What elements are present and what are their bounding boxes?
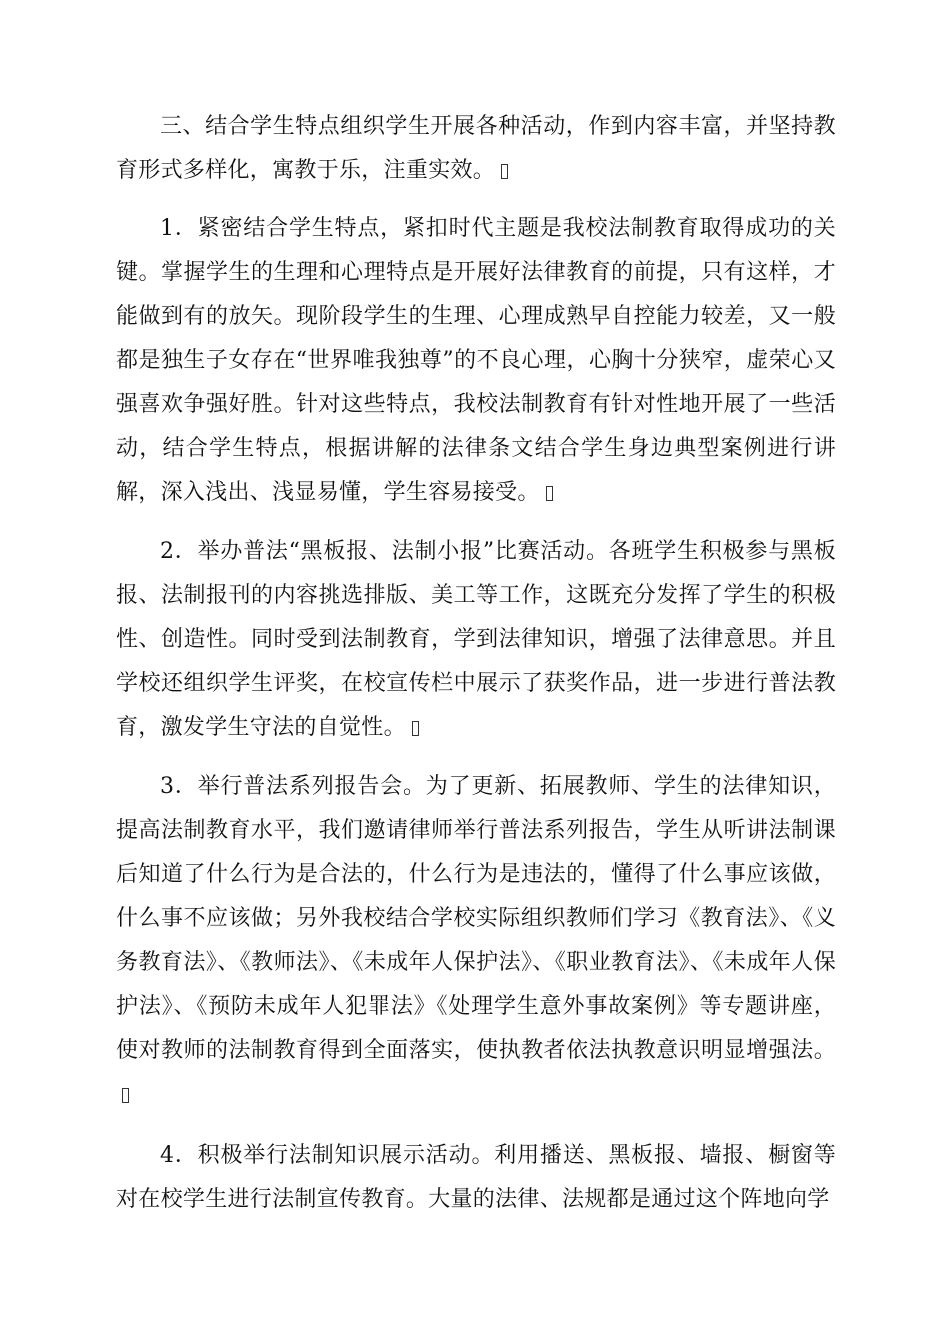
paragraph-mark-icon: [122, 1088, 129, 1103]
paragraph-text: 2．举办普法“黑板报、法制小报”比赛活动。各班学生积极参与黑板报、法制报刊的内容挑选排版、美工等工作，这既充分发挥了学生的积极性、创造性。同时受到法制教育，学到法律知识，增强了法律意思。并且学校还组织学生评奖，在校宣传栏中展示了获奖作品，进一步进行普法教育，激发学生守法的自觉性。: [116, 539, 836, 740]
paragraph-text: 三、结合学生特点组织学生开展各种活动，作到内容丰富，并坚持教育形式多样化，寓教于乐，注重实效。: [116, 114, 836, 183]
paragraph-mark-icon: [546, 486, 553, 501]
paragraph-text: 4．积极举行法制知识展示活动。利用播送、黑板报、墙报、橱窗等对在校学生进行法制宣传教育。大量的法律、法规都是通过这个阵地向学: [116, 1143, 836, 1212]
paragraph-item-4: [116, 1134, 836, 1222]
paragraph-mark-icon: [501, 164, 508, 179]
paragraph-text: 1．紧密结合学生特点，紧扣时代主题是我校法制教育取得成功的关键。掌握学生的生理和心理特点是开展好法律教育的前提，只有这样，才能做到有的放矢。现阶段学生的生理、心理成熟早自控能力较差，又一般都是独生子女存在“世界唯我独尊”的不良心理，心胸十分狭窄，虚荣心又强喜欢争强好胜。针对这些特点，我校法制教育有针对性地开展了一些活动，结合学生特点，根据讲解的法律条文结合学生身边典型案例进行讲解，深入浅出、浅显易懂，学生容易接受。: [116, 216, 836, 505]
paragraph-text: 3．举行普法系列报告会。为了更新、拓展教师、学生的法律知识，提高法制教育水平，我们邀请律师举行普法系列报告，学生从听讲法制课后知道了什么行为是合法的，什么行为是违法的，懂得了什么事应该做，什么事不应该做；另外我校结合学校实际组织教师们学习《教育法》、《义务教育法》、《教师法》、《未成年人保护法》、《职业教育法》、《未成年人保护法》、《预防未成年人犯罪法》《处理学生意外事故案例》等专题讲座，使对教师的法制教育得到全面落实，使执教者依法执教意识明显增强法。: [116, 774, 836, 1063]
paragraph-item-2: [116, 530, 836, 750]
paragraph-item-1: [116, 207, 836, 515]
paragraph-mark-icon: [412, 721, 419, 736]
paragraph-item-3: [116, 765, 836, 1117]
paragraph-section-three: [116, 105, 836, 193]
